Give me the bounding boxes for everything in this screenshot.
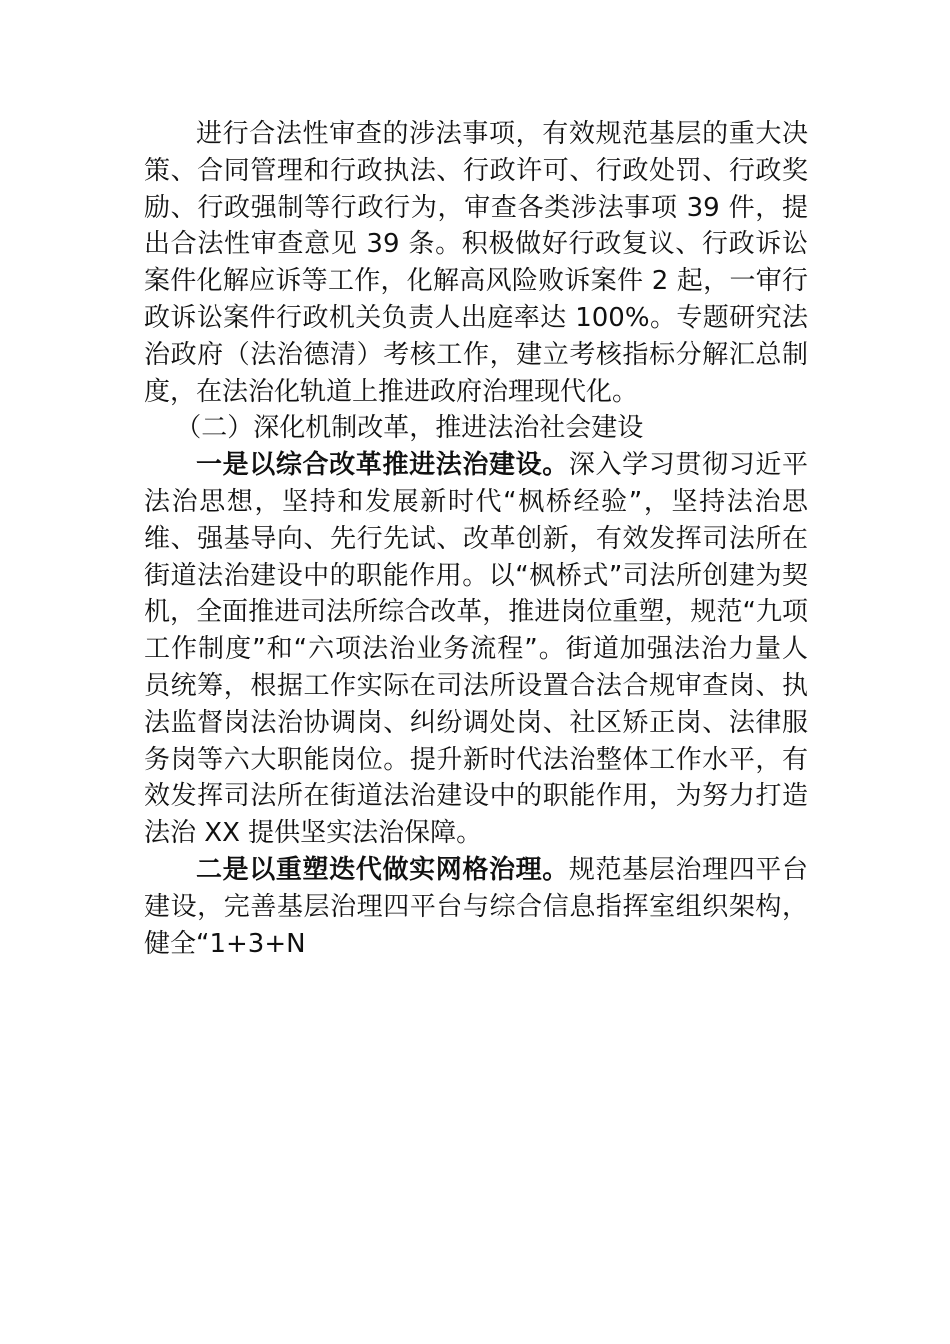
paragraph-grid-governance	[144, 852, 808, 962]
paragraph-lead: 二是以重塑迭代做实网格治理。	[196, 854, 569, 885]
paragraph-text: 进行合法性审查的涉法事项，有效规范基层的重大决策、合同管理和行政执法、行政许可、行政处罚、行政奖励、行政强制等行政行为，审查各类涉法事项 39 件，提出合法性审查意见 39 条。积极做好行政复议、行政诉讼案件化解应诉等工作，化解高风险败诉案件 2 起，一审行政诉讼案件行政机关负责人出庭率达 100%。专题研究法治政府（法治德清）考核工作，建立考核指标分解汇总制度，在法治化轨道上推进政府治理现代化。	[144, 119, 808, 407]
paragraph-legal-review	[144, 116, 808, 410]
section-heading-text: （二）深化机制改革，推进法治社会建设	[175, 413, 644, 444]
paragraph-text: 规范基层治理四平台建设，完善基层治理四平台与综合信息指挥室组织架构，健全“1+3+N	[144, 854, 808, 959]
paragraph-text: 深入学习贯彻习近平法治思想，坚持和发展新时代“枫桥经验”，坚持法治思维、强基导向、先行先试、改革创新，有效发挥司法所在街道法治建设中的职能作用。以“枫桥式”司法所创建为契机，全面推进司法所综合改革，推进岗位重塑，规范“九项工作制度”和“六项法治业务流程”。街道加强法治力量人员统筹，根据工作实际在司法所设置合法合规审查岗、执法监督岗法治协调岗、纠纷调处岗、社区矫正岗、法律服务岗等六大职能岗位。提升新时代法治整体工作水平，有效发挥司法所在街道法治建设中的职能作用，为努力打造法治 XX 提供坚实法治保障。	[144, 450, 808, 849]
paragraph-lead: 一是以综合改革推进法治建设。	[196, 450, 569, 481]
document-body	[144, 116, 808, 962]
section-heading	[144, 410, 808, 447]
paragraph-comprehensive-reform	[144, 447, 808, 852]
